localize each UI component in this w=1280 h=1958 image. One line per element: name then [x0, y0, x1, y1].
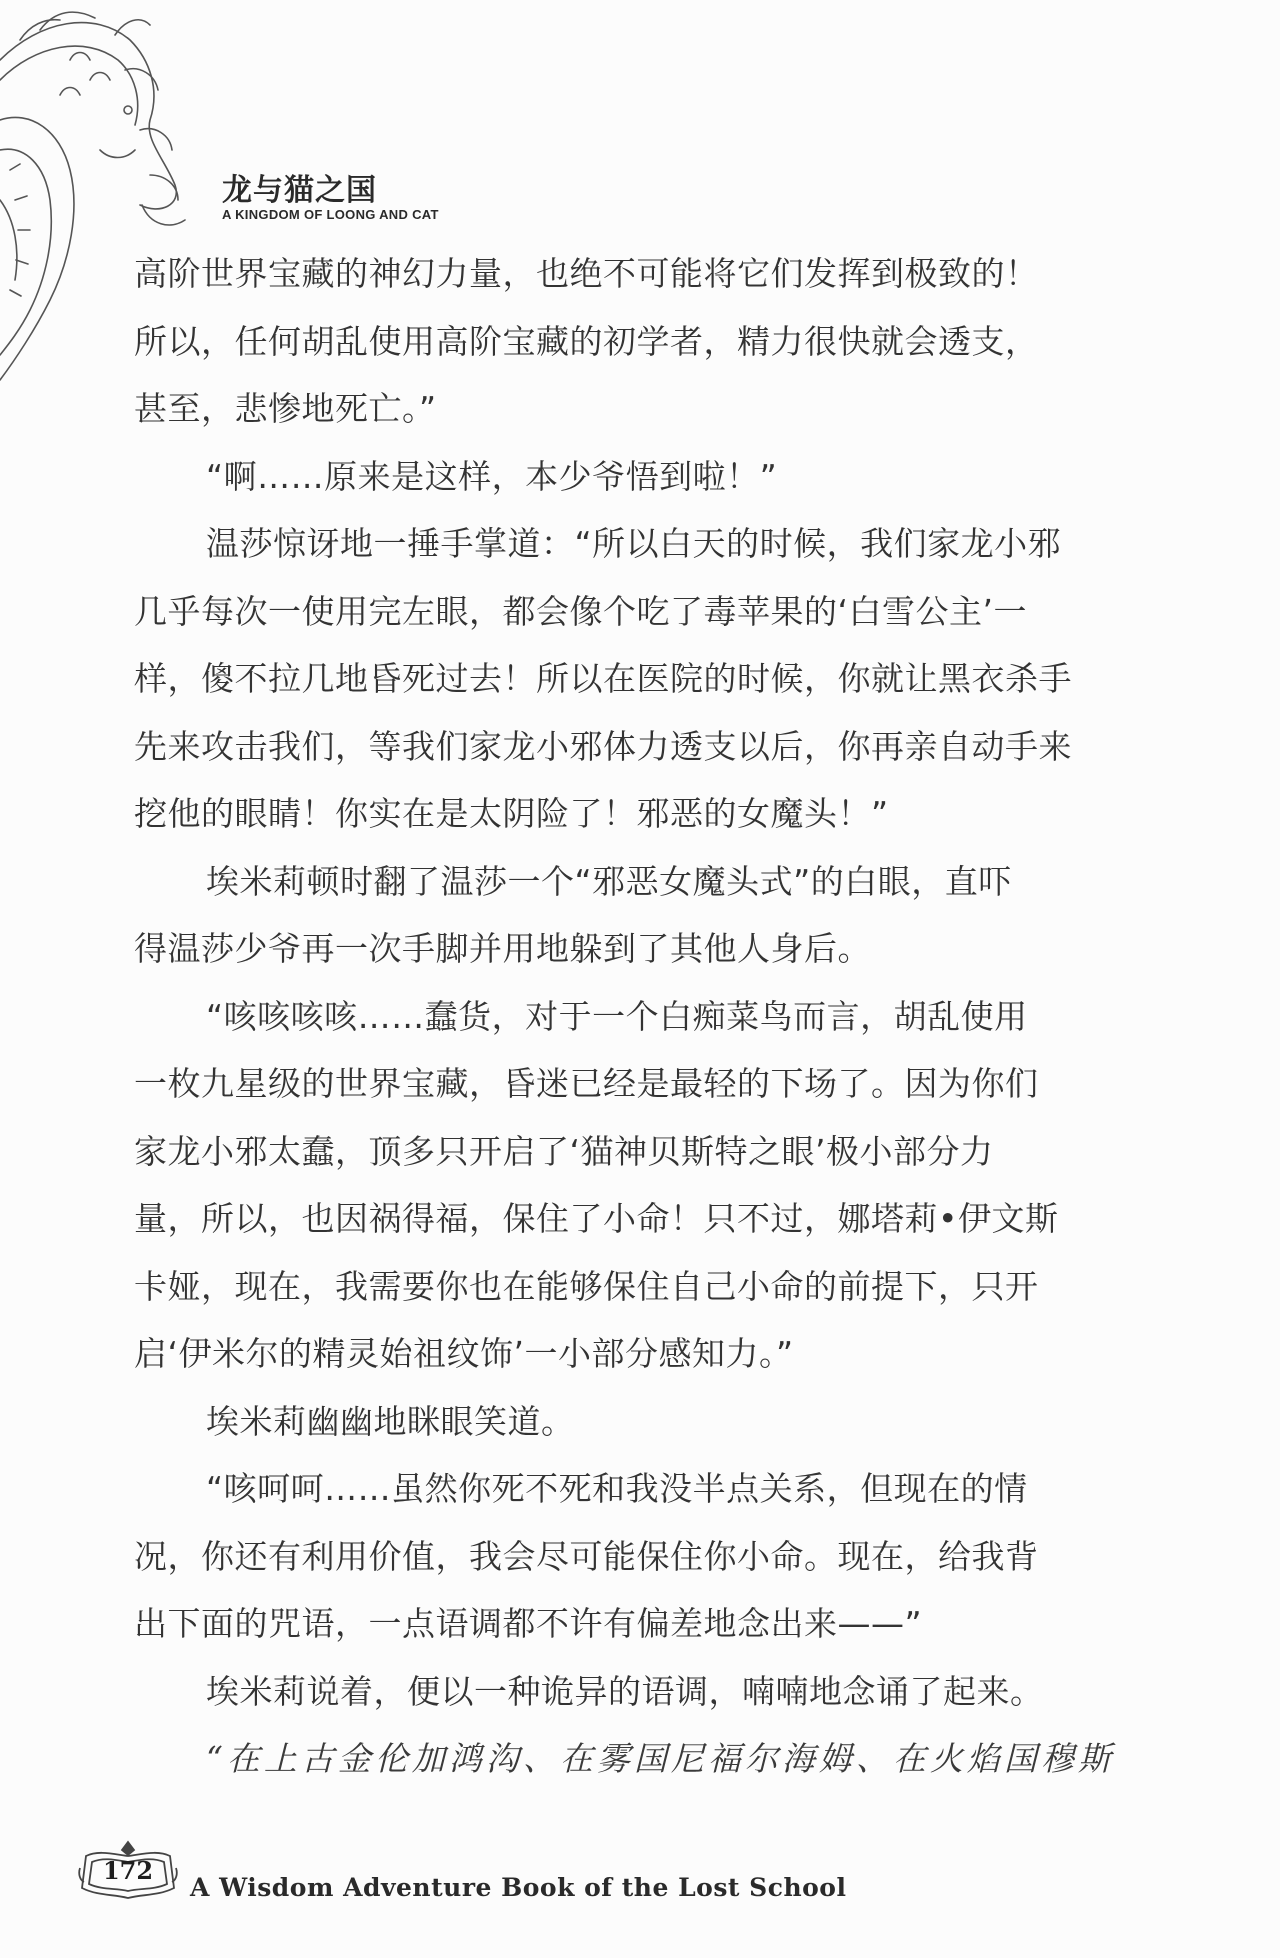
text-line: 启‘伊米尔的精灵始祖纹饰’一小部分感知力。” [134, 1334, 794, 1373]
text-line: 先来攻击我们，等我们家龙小邪体力透支以后，你再亲自动手来 [134, 726, 1072, 766]
header-book-title: 龙与猫之国 [222, 173, 377, 208]
text-line: 埃米莉幽幽地眯眼笑道。 [206, 1401, 575, 1441]
text-line: 家龙小邪太蠢，顶多只开启了‘猫神贝斯特之眼’极小部分力 [134, 1131, 994, 1171]
text-line: 高阶世界宝藏的神幻力量，也绝不可能将它们发挥到极致的！ [134, 254, 1039, 293]
text-line: 一枚九星级的世界宝藏，昏迷已经是最轻的下场了。因为你们 [134, 1064, 1039, 1103]
text-line: 埃米莉顿时翻了温莎一个“邪恶女魔头式”的白眼，直吓 [206, 861, 1012, 901]
text-line: 量，所以，也因祸得福，保住了小命！只不过，娜塔莉•伊文斯 [134, 1199, 1059, 1238]
text-line: 埃米莉说着，便以一种诡异的语调，喃喃地念诵了起来。 [206, 1671, 1044, 1711]
text-line: 况，你还有利用价值，我会尽可能保住你小命。现在，给我背 [134, 1536, 1039, 1576]
text-line: 出下面的咒语，一点语调都不许有偏差地念出来——” [134, 1604, 923, 1643]
text-line: “咳咳咳咳……蠢货，对于一个白痴菜鸟而言，胡乱使用 [206, 996, 1028, 1036]
text-line: 所以，任何胡乱使用高阶宝藏的初学者，精力很快就会透支， [134, 321, 1039, 361]
text-line: 甚至，悲惨地死亡。” [134, 389, 437, 428]
page-number: 172 [102, 1856, 154, 1885]
text-line: 得温莎少爷再一次手脚并用地躲到了其他人身后。 [134, 929, 871, 968]
text-line: “咳呵呵……虽然你死不死和我没半点关系，但现在的情 [206, 1469, 1028, 1508]
text-line: 温莎惊讶地一捶手掌道：“所以白天的时候，我们家龙小邪 [206, 524, 1062, 563]
footer-series-title: A Wisdom Adventure Book of the Lost School [190, 1873, 847, 1902]
text-line: 卡娅，现在，我需要你也在能够保住自己小命的前提下，只开 [134, 1266, 1039, 1306]
header-book-subtitle: A KINGDOM OF LOONG AND CAT [222, 207, 439, 222]
text-line: 挖他的眼睛！你实在是太阴险了！邪恶的女魔头！” [134, 794, 889, 833]
text-line: “啊……原来是这样，本少爷悟到啦！” [206, 456, 778, 496]
incantation-line: “在上古金伦加鸿沟、在雾国尼福尔海姆、在火焰国穆斯 [206, 1739, 1115, 1778]
body-text [134, 240, 1134, 1793]
text-line: 几乎每次一使用完左眼，都会像个吃了毒苹果的‘白雪公主’一 [134, 591, 1027, 631]
text-line: 样，傻不拉几地昏死过去！所以在医院的时候，你就让黑衣杀手 [134, 659, 1072, 698]
